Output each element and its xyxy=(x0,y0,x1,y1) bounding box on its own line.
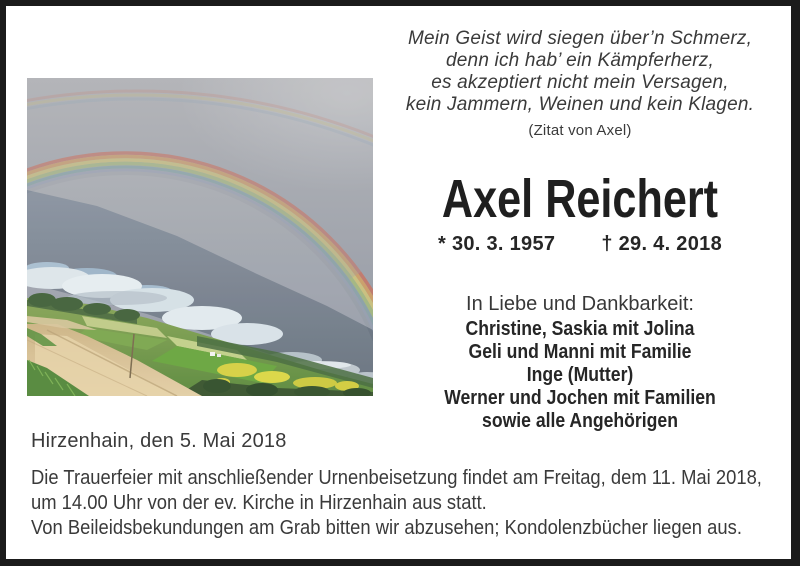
funeral-line-3: Von Beileidsbekundungen am Grab bitten wir abzusehen; Kondolenzbücher liegen aus. xyxy=(31,517,742,539)
life-dates xyxy=(378,233,782,256)
family-name-line: Werner und Jochen mit Familien xyxy=(444,387,716,409)
birth-date: * 30. 3. 1957 xyxy=(438,233,556,255)
quote-line-1: Mein Geist wird siegen über’n Schmerz, xyxy=(407,28,753,49)
family-name-line: Inge (Mutter) xyxy=(526,364,634,386)
dateline: Hirzenhain, den 5. Mai 2018 xyxy=(31,430,287,452)
quote-attribution: (Zitat von Axel) xyxy=(528,122,632,139)
family-intro: In Liebe und Dankbarkeit: xyxy=(466,293,694,315)
notice-right-column xyxy=(378,6,782,446)
funeral-line-2: um 14.00 Uhr von der ev. Kirche in Hirzenhain aus statt. xyxy=(31,492,487,514)
family-name-line: Christine, Saskia mit Jolina xyxy=(465,318,695,340)
funeral-line-1: Die Trauerfeier mit anschließender Urnenbeisetzung findet am Freitag, dem 11. Mai 2018, xyxy=(31,467,762,489)
family-name-line: Geli und Manni mit Familie xyxy=(468,341,692,363)
rainbow-photo xyxy=(27,78,373,396)
family-name-line: sowie alle Angehörigen xyxy=(482,410,678,432)
memorial-quote xyxy=(378,28,782,142)
funeral-details xyxy=(31,466,767,541)
deceased-name: Axel Reichert xyxy=(441,169,719,229)
family-names xyxy=(402,318,758,433)
quote-line-3: es akzeptiert nicht mein Versagen, xyxy=(431,72,729,93)
quote-line-4: kein Jammern, Weinen und kein Klagen. xyxy=(405,94,755,115)
quote-line-2: denn ich hab’ ein Kämpferherz, xyxy=(446,50,714,71)
death-date: † 29. 4. 2018 xyxy=(601,233,722,255)
rainbow-photo-graphic xyxy=(27,78,373,396)
